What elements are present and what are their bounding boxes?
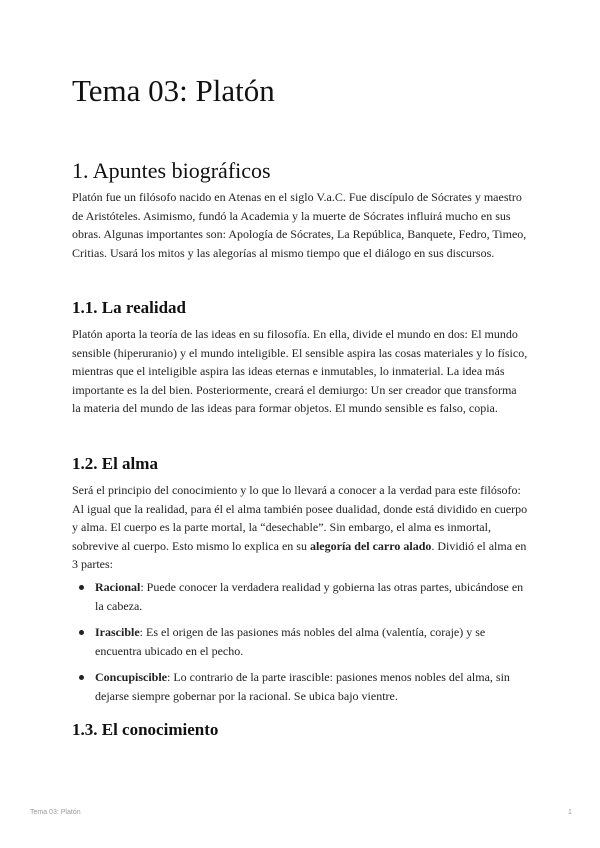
section-heading-el-alma: 1.2. El alma — [72, 454, 158, 473]
bullet-icon — [79, 630, 84, 635]
list-item-term: Concupiscible — [95, 670, 168, 684]
list-item-text: : Lo contrario de la parte irascible: pasiones menos nobles del alma, sin dejarse siempre gobernar por la racional. Se ubica bajo vientre. — [95, 670, 510, 703]
paragraph-la-realidad: Platón aporta la teoría de las ideas en su filosofía. En ella, divide el mundo en dos: El mundo sensible (hiperuranio) y el mundo inteligible. El sensible aspira las cosas materiales y lo físico, mientras que el inteligible aspira las ideas eternas e inmutables, lo inmaterial. La idea más importante es la del bien. Posteriormente, creará el demiurgo: Un ser creador que transforma la materia del mundo de las ideas para formar objetos. El mundo sensible es falso, copia. — [72, 327, 528, 415]
paragraph-el-alma — [72, 481, 528, 574]
list-item-text: : Puede conocer la verdadera realidad y gobierna las otras partes, ubicándose en la cabeza. — [95, 580, 524, 613]
section-heading-la-realidad: 1.1. La realidad — [72, 298, 186, 317]
list-item-text: : Es el origen de las pasiones más nobles del alma (valentía, coraje) y se encuentra ubicado en el pecho. — [95, 625, 486, 658]
list-item-concupiscible — [72, 668, 528, 705]
soul-parts-list — [72, 578, 528, 713]
list-item-irascible — [72, 623, 528, 660]
section-heading-el-conocimiento: 1.3. El conocimiento — [72, 720, 219, 739]
paragraph-el-alma-end: . Dividió el alma en 3 partes: — [72, 538, 527, 571]
bullet-icon — [79, 585, 84, 590]
footer-page-number: 1 — [568, 809, 572, 816]
list-item-term: Racional — [95, 580, 141, 594]
section-heading-apuntes-biograficos: 1. Apuntes biográficos — [72, 158, 271, 183]
page-title: Tema 03: Platón — [72, 73, 275, 108]
list-item-racional — [72, 578, 528, 615]
paragraph-el-alma-bold: alegoría del carro alado — [309, 538, 432, 553]
paragraph-el-alma-start: Será el principio del conocimiento y lo que lo llevará a conocer a la verdad para este filósofo: Al igual que la realidad, para él el alma también posee dualidad, donde está dividido en cuerpo y alma. El cuerpo es la parte mortal, la “desechable”. Sin embargo, el alma es inmortal, sobrevive al cuerpo. Esto mismo lo explica en su — [72, 483, 528, 553]
paragraph-apuntes-biograficos: Platón fue un filósofo nacido en Atenas en el siglo V.a.C. Fue discípulo de Sócrates y maestro de Aristóteles. Asimismo, fundó la Academia y la muerte de Sócrates influirá mucho en sus obras. Algunas importantes son: Apología de Sócrates, La República, Banquete, Fedro, Timeo, Critias. Usará los mitos y las alegorías al mismo tiempo que el diálogo en sus discursos. — [72, 190, 527, 260]
footer-title: Tema 03: Platón — [30, 809, 81, 816]
list-item-term: Irascible — [95, 625, 140, 639]
bullet-icon — [79, 675, 84, 680]
